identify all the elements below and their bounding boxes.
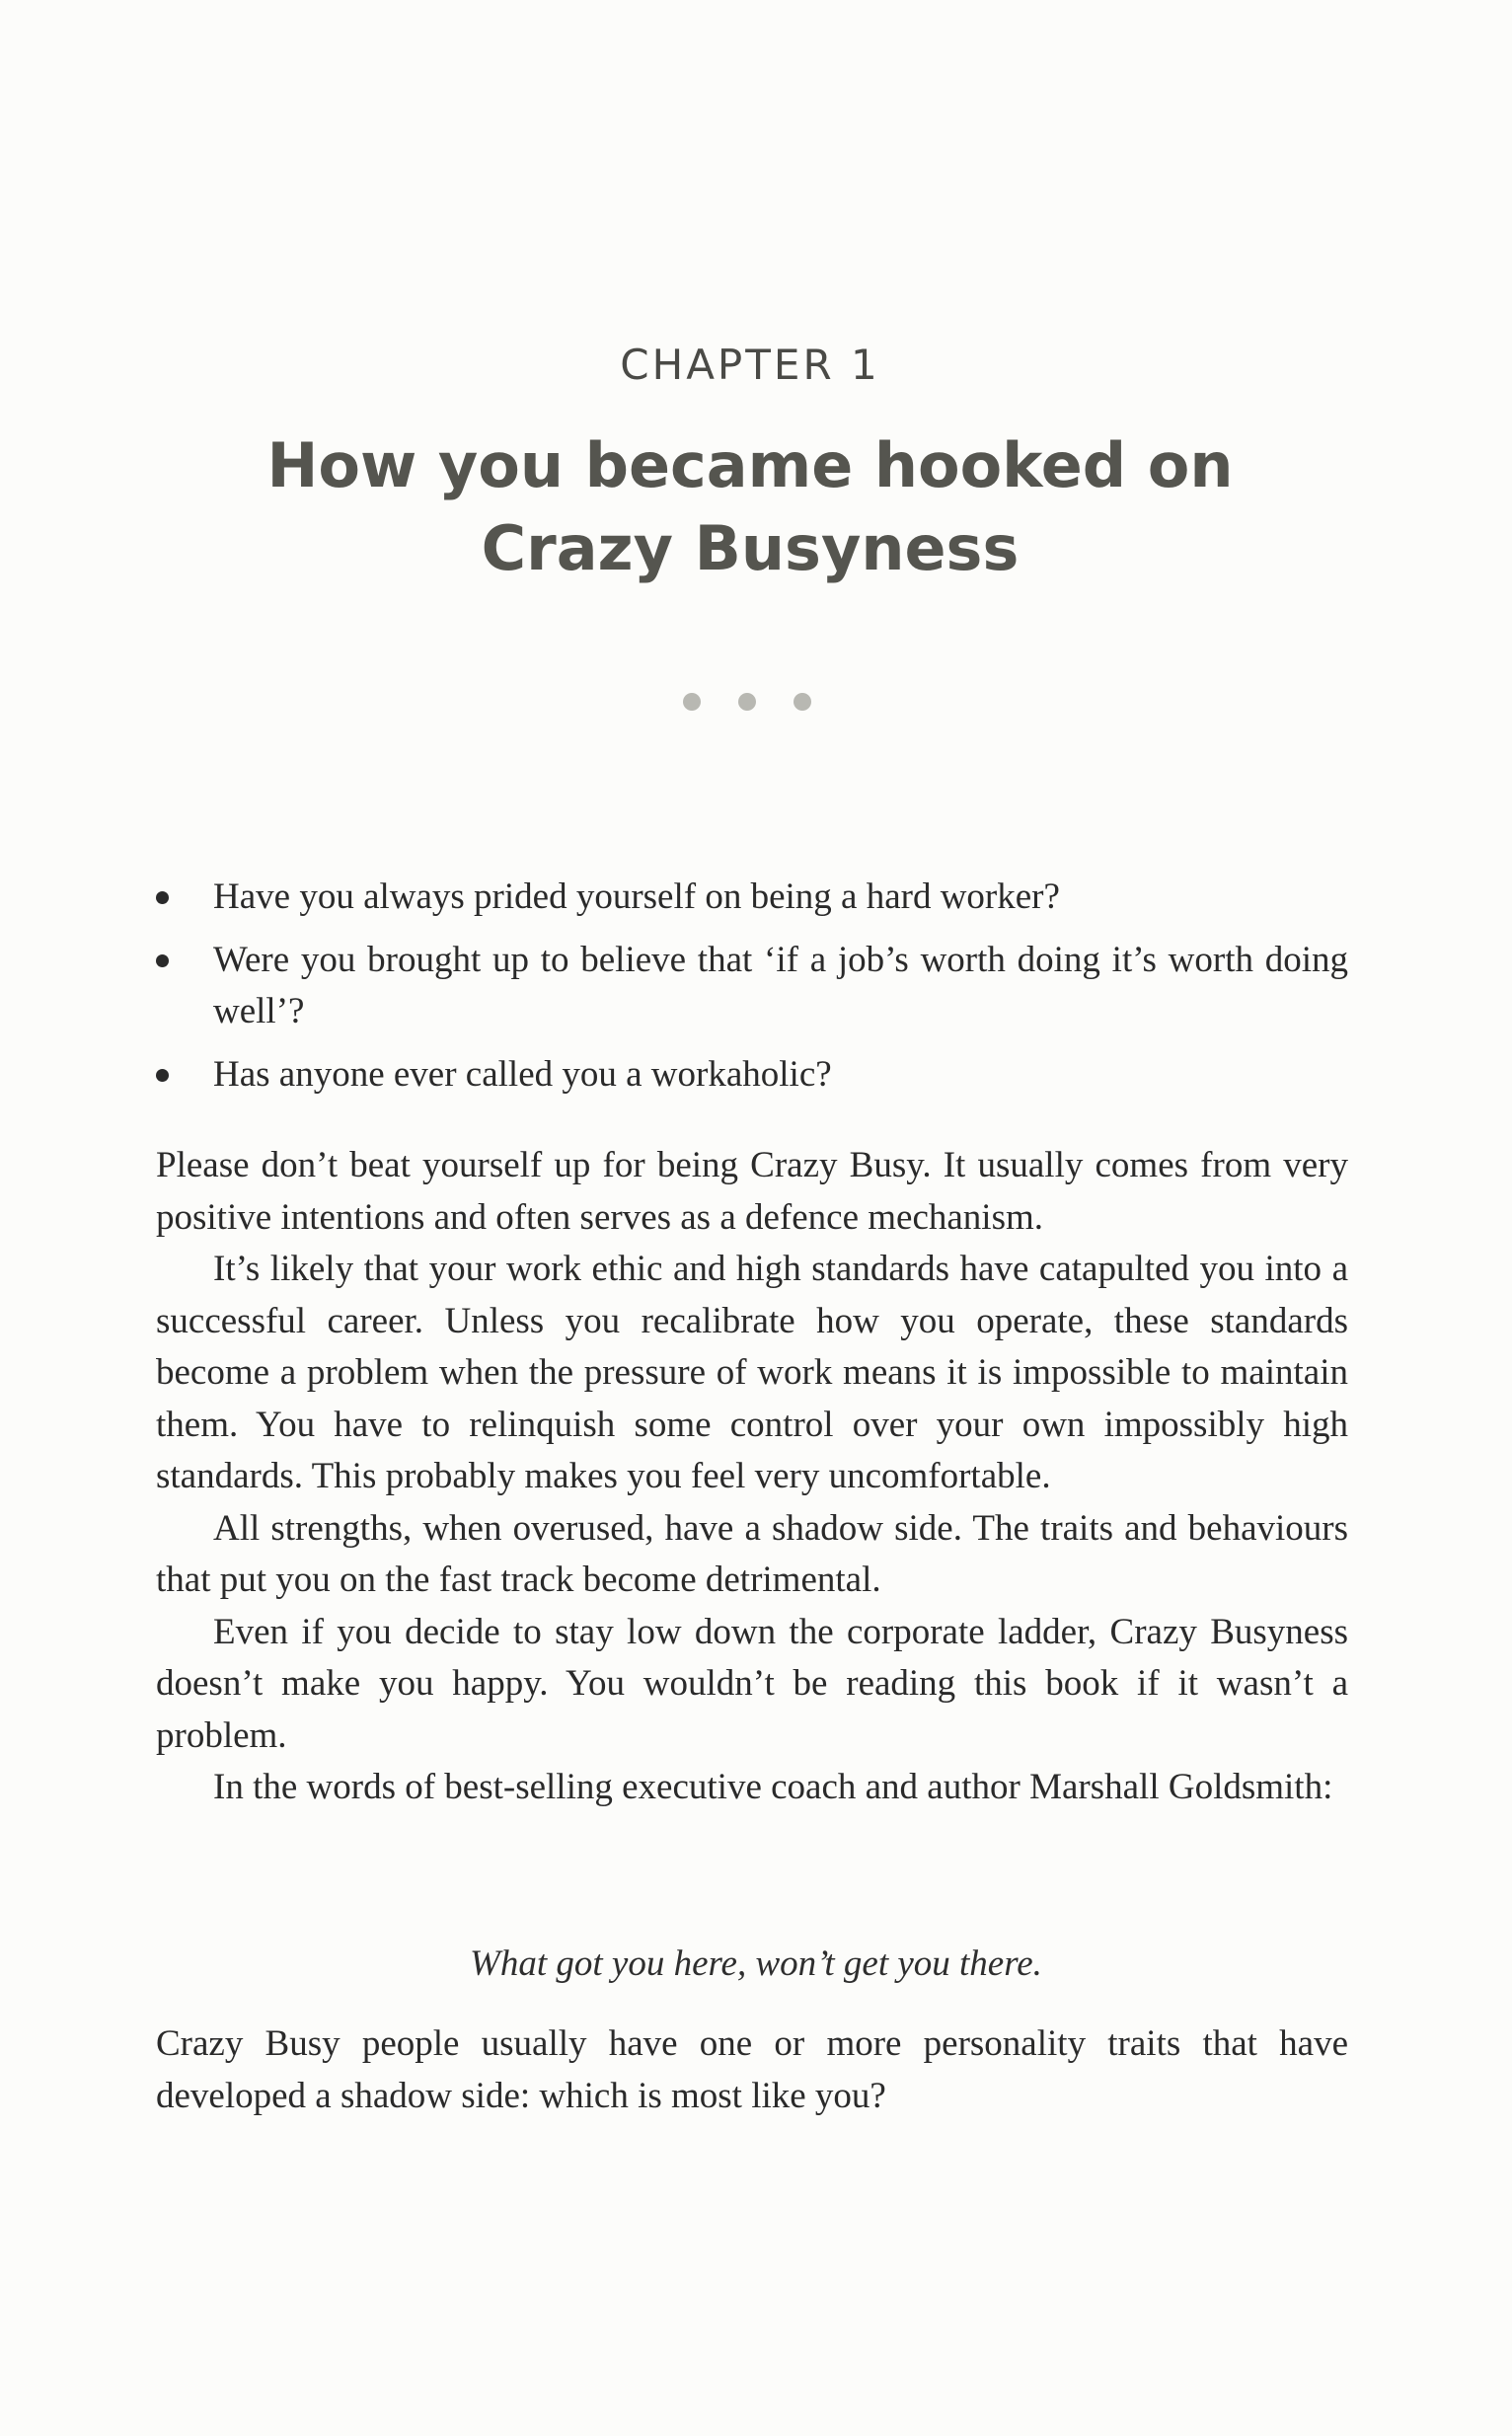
paragraph: Please don’t beat yourself up for being Crazy Busy. It usually comes from very positive intentions and often serves as a defence mechanism.	[156, 1145, 1348, 1238]
bullet-icon	[156, 1069, 169, 1082]
list-item-text: Has anyone ever called you a workaholic?	[213, 1054, 832, 1095]
paragraph: All strengths, when overused, have a shadow side. The traits and behaviours that put you on the fast track become detrimental.	[156, 1507, 1348, 1600]
question-list	[156, 872, 1348, 1112]
body-text	[156, 1140, 1348, 1814]
ornament-dot-icon	[794, 693, 811, 711]
ornament-dot-icon	[683, 693, 701, 711]
chapter-title	[0, 424, 1500, 590]
section-ornament	[681, 691, 839, 715]
paragraph: It’s likely that your work ethic and high standards have catapulted you into a successful career. Unless you recalibrate how you operate, these standards become a problem when the pressure of work means it is impossible to maintain them. You have to relinquish some control over your own impossibly high standards. This probably makes you feel very uncomfortable.	[156, 1249, 1348, 1496]
closing-paragraph: Crazy Busy people usually have one or more personality traits that have developed a shadow side: which is most like you?	[156, 2023, 1348, 2116]
bullet-icon	[156, 891, 169, 904]
ornament-dot-icon	[738, 693, 756, 711]
list-item	[156, 872, 1348, 923]
paragraph: Even if you decide to stay low down the corporate ladder, Crazy Busyness doesn’t make you happy. You wouldn’t be reading this book if it wasn’t a problem.	[156, 1611, 1348, 1756]
chapter-label: CHAPTER 1	[620, 341, 880, 389]
list-item	[156, 935, 1348, 1037]
list-item	[156, 1049, 1348, 1101]
list-item-text: Were you brought up to believe that ‘if a job’s worth doing it’s worth doing well’?	[213, 940, 1348, 1031]
block-quote: What got you here, won’t get you there.	[470, 1943, 1042, 1984]
chapter-title-line-2: Crazy Busyness	[481, 512, 1020, 584]
list-item-text: Have you always prided yourself on being a hard worker?	[213, 876, 1060, 917]
bullet-icon	[156, 954, 169, 967]
chapter-title-line-1: How you became hooked on	[266, 429, 1234, 501]
paragraph: In the words of best-selling executive coach and author Marshall Goldsmith:	[213, 1767, 1333, 1807]
